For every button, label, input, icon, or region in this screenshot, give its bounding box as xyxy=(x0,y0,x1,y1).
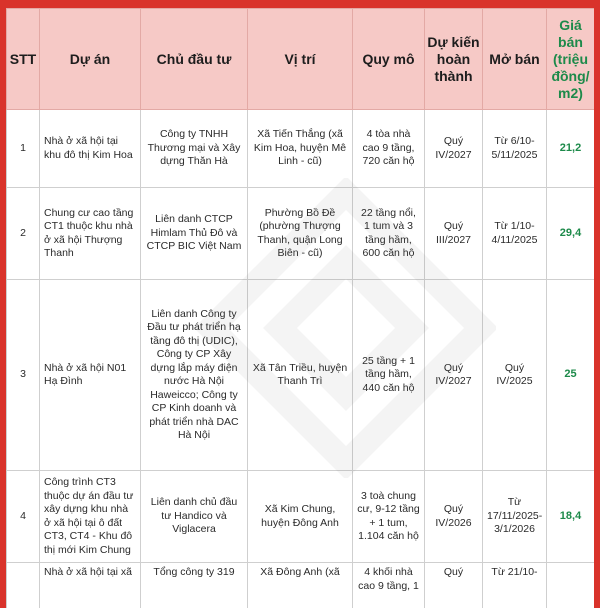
cell-gia xyxy=(547,563,595,608)
cell-du-an: Công trình CT3 thuộc dự án đầu tư xây dựng khu nhà ở xã hội tại ô đất CT3, CT4 - Khu đô thị mới Kim Chung xyxy=(40,471,141,563)
cell-gia: 18,4 xyxy=(547,471,595,563)
cell-du-an: Nhà ở xã hội tại khu đô thị Kim Hoa xyxy=(40,110,141,188)
header-vi-tri: Vị trí xyxy=(248,9,353,110)
cell-mo-ban: Từ 21/10- xyxy=(483,563,547,608)
cell-stt: 2 xyxy=(7,188,40,280)
cell-du-an: Nhà ở xã hội N01 Hạ Đình xyxy=(40,280,141,471)
cell-du-kien: Quý xyxy=(425,563,483,608)
housing-projects-table xyxy=(6,8,594,608)
cell-gia: 25 xyxy=(547,280,595,471)
cell-vi-tri: Xã Tiến Thắng (xã Kim Hoa, huyện Mê Linh - cũ) xyxy=(248,110,353,188)
table-row xyxy=(7,280,595,471)
table-frame xyxy=(6,8,594,608)
cell-quy-mo: 4 tòa nhà cao 9 tầng, 720 căn hộ xyxy=(353,110,425,188)
cell-mo-ban: Từ 6/10-5/11/2025 xyxy=(483,110,547,188)
cell-du-an: Nhà ở xã hội tại xã xyxy=(40,563,141,608)
cell-du-kien: Quý IV/2027 xyxy=(425,280,483,471)
header-stt: STT xyxy=(7,9,40,110)
cell-vi-tri: Xã Đông Anh (xã xyxy=(248,563,353,608)
cell-mo-ban: Từ 17/11/2025-3/1/2026 xyxy=(483,471,547,563)
cell-du-kien: Quý III/2027 xyxy=(425,188,483,280)
header-chu-dau-tu: Chủ đầu tư xyxy=(141,9,248,110)
cell-vi-tri: Xã Kim Chung, huyện Đông Anh xyxy=(248,471,353,563)
cell-stt xyxy=(7,563,40,608)
cell-gia: 21,2 xyxy=(547,110,595,188)
cell-mo-ban: Từ 1/10-4/11/2025 xyxy=(483,188,547,280)
cell-mo-ban: Quý IV/2025 xyxy=(483,280,547,471)
header-mo-ban: Mở bán xyxy=(483,9,547,110)
cell-du-kien: Quý IV/2027 xyxy=(425,110,483,188)
header-du-an: Dự án xyxy=(40,9,141,110)
table-row xyxy=(7,188,595,280)
cell-vi-tri: Phường Bồ Đề (phường Thượng Thanh, quận Long Biên - cũ) xyxy=(248,188,353,280)
cell-chu-dau-tu: Liên danh chủ đầu tư Handico và Viglacera xyxy=(141,471,248,563)
cell-gia: 29,4 xyxy=(547,188,595,280)
cell-quy-mo: 22 tầng nổi, 1 tum và 3 tầng hầm, 600 căn hộ xyxy=(353,188,425,280)
table-row xyxy=(7,110,595,188)
cell-quy-mo: 25 tầng + 1 tầng hầm, 440 căn hộ xyxy=(353,280,425,471)
table-header-row xyxy=(7,9,595,110)
cell-chu-dau-tu: Liên danh Công ty Đầu tư phát triển hạ tầng đô thị (UDIC), Công ty CP Xây dựng lắp máy điện nước Hà Nội Haweicco; Công ty CP Kinh doanh và phát triển nhà DAC Hà Nội xyxy=(141,280,248,471)
table-row xyxy=(7,563,595,608)
cell-stt: 1 xyxy=(7,110,40,188)
cell-stt: 3 xyxy=(7,280,40,471)
cell-chu-dau-tu: Liên danh CTCP Himlam Thủ Đô và CTCP BIC Việt Nam xyxy=(141,188,248,280)
cell-du-an: Chung cư cao tầng CT1 thuộc khu nhà ở xã hội Thượng Thanh xyxy=(40,188,141,280)
cell-stt: 4 xyxy=(7,471,40,563)
header-du-kien: Dự kiến hoàn thành xyxy=(425,9,483,110)
cell-chu-dau-tu: Tổng công ty 319 xyxy=(141,563,248,608)
cell-quy-mo: 4 khối nhà cao 9 tầng, 1 xyxy=(353,563,425,608)
cell-vi-tri: Xã Tân Triều, huyện Thanh Trì xyxy=(248,280,353,471)
table-row xyxy=(7,471,595,563)
cell-du-kien: Quý IV/2026 xyxy=(425,471,483,563)
cell-chu-dau-tu: Công ty TNHH Thương mại và Xây dựng Thăn Hà xyxy=(141,110,248,188)
header-gia-ban: Giá bán (triệu đồng/ m2) xyxy=(547,9,595,110)
cell-quy-mo: 3 toà chung cư, 9-12 tầng + 1 tum, 1.104 căn hộ xyxy=(353,471,425,563)
header-quy-mo: Quy mô xyxy=(353,9,425,110)
